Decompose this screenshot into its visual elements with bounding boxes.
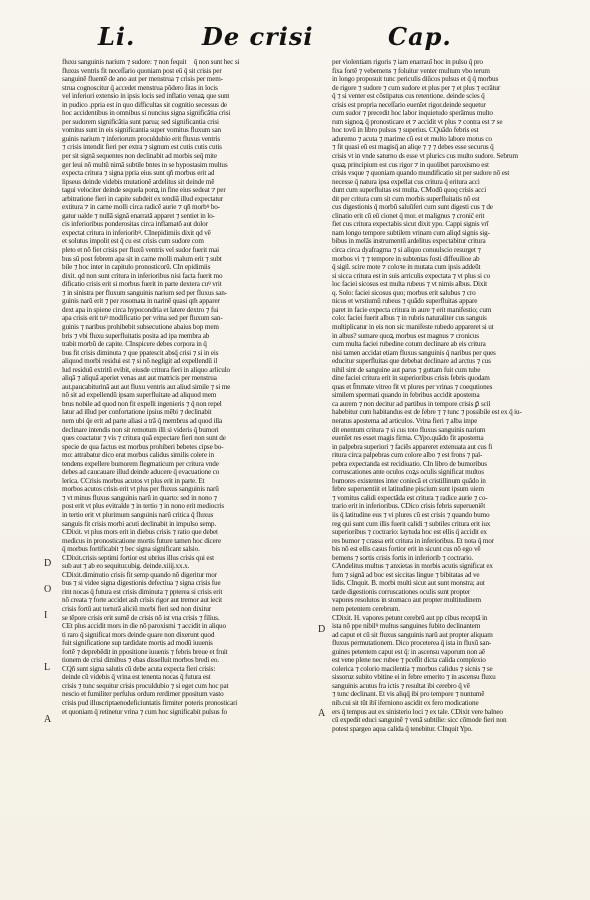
text-line: quaꝝ principium est cus rigor ⁊ in quolibet paroxismo est [332,160,489,169]
text-line: q̄ morbus fortificabit ⁊ bec signa significant salsio. [62,545,200,554]
text-line: ques coactatur ⁊ vis ⁊ critura quā expectare fieri non sunt de [62,434,226,443]
text-line: vel inferiori extensio in ipsis locis sed inflatio venaꝝ que sunt [62,92,230,101]
text-line: trario erit in inferioribus. CDico crisis febris superueniēt [332,502,486,511]
text-line: ⁊ fit quasi eū est magisq̄ an aliqe ⁊ ⁊ ⁊ debes esse securus q̄ [332,143,494,152]
text-line: ad caput et cū sit fluxus sanguinis narū aut propter aliquam [332,630,493,639]
text-line: crisis ⁊ tunc sequitur crisis proculdubio ⁊ si eget cum hoc pat [62,681,229,690]
text-line: vomitus sunt in eis significantia super vomitus fluxum san [62,126,221,135]
text-line: CDixit.diminutio crisis fit semp quando nō digeritur mor [62,570,217,579]
text-line: dixit. qd non sunt critura in inferioribus nisi facta fuerit mo [62,271,223,280]
text-line: CDixit. vt plus mors erit in diebus crisis ⁊ ratio que debet [62,528,218,537]
text-line: lud residuū extritū evibit, eiusde critura fieri in aliquo arliculo [62,365,230,374]
text-line: in tertio erit vt plurimum sanguinis narū critica q̄ fluxus [62,510,214,519]
text-line: per sudorem significātia sunt parua; sed significantia crisi [62,117,219,126]
text-line: trabit morbū de capite. CInspicere debes corpora in q̄ [62,340,207,349]
text-line: crisis vt in vnde saturno ds esse vt plurics cus multo sudore. Sebrum [332,152,518,161]
text-line: bis nō est ellis casus fortior erit in sicunt cus nō ego vē [332,545,481,554]
text-line: medicus in pronosticatione mortis future tamen hoc dicere [62,536,221,545]
text-line: CAndelitus multus ⁊ anxietas in morbis acutis significat ex [332,562,493,571]
text-line: cum multa faciei rubedine cotum declinare ab eis critura [332,340,486,349]
text-line: q̄ ⁊ si venter est cōstipatus cus retentione. deinde scies q̄ [332,92,485,101]
text-line: apa crisis erit tuꝰ modificatio per vrina sed per fluxum san- [62,314,223,323]
text-line: necesse q̄ natura ipsa expellat cus critura q̄ eritura acci [332,177,480,186]
text-line: ⁊ vt minus fluxus sanguinis narū in quarto: sed in nono ⁊ [62,493,217,502]
text-line: reg qui sunt cum illis fuerit calidi ⁊ subtiles critura erit iux [332,519,491,528]
text-line: per violentiam rigoris ⁊ iam enarrauī hoc in pulsu q̄ pro [332,58,483,66]
text-line: ⁊ crisis intendit fieri per extra ⁊ signum est cutis cutis cutis [62,143,222,152]
text-line: aliqā ⁊ aliquā aperiet venas aut aut matricis per menstrua [62,374,217,383]
text-line: tionem de crisi dimibus ⁊ ebas disselluit morbos bredi eo. [62,656,219,665]
margin-letter: O [44,584,52,595]
text-line: tendens expellere bumorem flegmaticum per critura vnde [62,459,219,468]
text-line: CDixit. H. vapores petunt cerebrū aut pp cibus receptā in [332,613,488,622]
text-line: deinde cū videbis q̄ vrina est tenenta nocas q̄ futura est [62,673,211,682]
text-line: rum signoꝝ q̄ pronosticare et ⁊ accidit vt plus ⁊ contra est ⁊ se [332,117,503,126]
text-line: dext apa in spiene circa hypocondria et latere dextro ⁊ fui [62,305,219,314]
text-line: pleto et nō fiet crisis per fluxū ventris vel sudor fuerit mai [62,246,219,255]
text-line: CQñ sunt signa salutis cū debe acuta expecta fieri crisis: [62,664,216,673]
text-line: paret in facie expecta critura in aure ⁊ erit manifestio; cum [332,305,492,314]
text-line: arbitratione fieri in capite subdeit ex tendiā illud expectatur [62,194,223,203]
text-line: fuit significatione sup tardidate mortis ad modū iuuenis [62,639,213,648]
text-line: morbos vi ⁊ ⁊ tempore in subtentas fosti diffeuilioe ab [332,254,480,263]
right-text-column [332,58,568,733]
text-line: loc faciei sicosus est multa rubeus ⁊ vt nimis albus. Dixit [332,280,488,289]
text-line: fluxus ventris fit neceſſario quoniam post eū q̄ sit crisis per [62,66,222,75]
text-line: dit enentum critura ⁊ si cus toto fluxus sanguinis narium [332,425,486,434]
text-line: sanguinē fluentē de ano aut per menstrua ⁊ crisis per mem- [62,75,223,84]
text-line: crisis pud illuscriptaenodeficiuntatis firmiter poteris pronosticari [62,699,238,708]
text-line: euenīet res esset magis firma. CYpo.quādo fit apostema [332,434,484,443]
text-line: lerica. CCrisis morbus acutos vt plus erit in parte. Et [62,476,205,485]
text-line: nō sit ad expellendū ipsam superfluitate ad aliquod mem [62,391,217,400]
text-line: de rigore ⁊ sudore ⁊ cum sudore et plus per ⁊ et plus ⁊ ecrātur [332,83,501,92]
text-line: crisis est propria neceſſario euenīet rigor.deinde sequetur [332,100,486,109]
text-line: nisi tamen accidat etiam fluxus sanguinis q̄ naribus per ques [332,348,496,357]
text-line: crisis fortū aut torturā aliciū morbi fieri sed non dixitur [62,605,212,613]
text-line: CDixit.crisis septimi fortior est ubrius illus crisis qui est [62,553,214,562]
text-line: et quoniam q̄ retinetur vrina ⁊ cum hoc significabit pulsus fo [62,707,227,716]
text-line: rint nocas q̄ futura est crisis diminuta ⁊ ppterea si crisis erit [62,587,223,596]
text-line: nem ubi q̄e erit ad parte aliasi a trā q̄ membrus ad quod illa [62,416,223,425]
text-line: sanguis fit crisis morbi acuti declinabit in impulso semp. [62,519,216,528]
text-line: est vene plene nec rubee ⁊ pceſſit dicta calida complexio [332,656,486,665]
text-line: expectat critura in inferioribꝰ. CInepidimiis dixit qd vē [62,228,211,237]
text-line: quas et f̄mmate vitreo fit vt plures per vrinas ⁊ coequtiones [332,382,493,391]
margin-letter: D [44,558,52,569]
text-line: morbos acutos crisis erit vt plus per fluxus sanguinis narū [62,485,219,494]
text-line: in albus? sumare quoꝝ morbus est magnus ⁊ cronicus [332,331,479,340]
text-line: aut.paucabiturinā aut aut fluxu ventris aut aliud simile ⁊ si me [62,382,231,391]
text-line: gatur ualde ⁊ nullā signā enarratā apparet ⁊ sentiet in lo- [62,211,215,220]
text-line: fluxus permutationem. Dico proceterea q̄ ista in fluxū san- [332,639,492,648]
text-line: hoc tovū in libro pulsus ⁊ superius. CQuādo febris est [332,126,479,135]
text-line: fluxu sanguinis narium ⁊ sudore: ⁊ non fequit᷑ q̄ non sunt hec si [62,58,240,66]
text-line: q. Solo: faciei sicosus quo; morbus erit salubus ⁊ cro [332,288,476,297]
text-line: ca aurem ⁊ non decitur ad partibus in tempore crisis ꝑ̄ scil [332,399,491,408]
text-line: nem petentem cerebrum. [332,605,400,613]
text-line: cū expedit educi sanguinē ⁊ venā subtilie: sicc cōmode fieri non [332,716,507,725]
text-line: lidis. CInquit. B. morbi multi sicut aut sunt monstra; aut [332,579,485,588]
header-book-number: Li. [98,22,136,51]
text-line: CEt plus accidit mors in die nō paroxismi ⁊ accidit in aliquo [62,622,226,631]
margin-letter: L [44,662,51,673]
left-text-column [62,58,300,716]
text-line: sanguinis acutus fra ictis ⁊ resultat ibi cerebro q̄ vē [332,681,470,690]
text-line: cum sudor ⁊ precedit hoc labor inquietudo sperāmus multo [332,109,493,118]
text-line: se tēpore crisis erit sumē de crisis nō ist vna crisis ⁊ filius. [62,613,220,622]
text-line: ers q̄ tempus aut ex sinisterio loci ⁊ ex tale. CDixit vere balneo [332,707,503,716]
text-line: superioribus ⁊ coctrario: laytuda hoc est ellis q̄ accidit ex [332,528,487,537]
text-line: ista nō ppe nibilꝰ multus sanguines fubito declinantem [332,622,481,631]
text-line: tagui velociter deinde sequela ponꝝ in fine eius sedeat ⁊ per [62,186,226,195]
text-line: potest spargeo aqua calida q̄ tenebitur. CInquit Ypo. [332,724,473,733]
text-line: dit per critura cum sit cum morbis superfluitatis nō est [332,194,480,203]
text-line: cis inferioribus ponderositas circa inflamatō aut dolor [62,220,208,229]
text-line: et solutus impolit est q̄ cu est crisis cum sudore com [62,237,204,246]
text-line: dificatio crisis erit si morbus fuerit in parte dextera cuꝰ vrit [62,280,222,289]
text-line: nicus et wrstiumū rubeus ⁊ quādo superfluitas appare [332,297,478,306]
text-line: colerica ⁊ colorio macilentia ⁊ morbus calidus ⁊ sicnis ⁊ se [332,664,493,673]
margin-letter: I [44,610,48,621]
text-line: dunt cum superfluitas est multa. CModū quoq crisis acci [332,186,487,195]
header-title: De crisi [202,22,314,51]
text-line: post erit vt plus evitralde ⁊ in tertio ⁊ in nono erit mediocris [62,502,225,511]
margin-letter: A [318,708,326,719]
text-line: ritura circa palpebras cum colore albo ⁊ est frons ⁊ pal- [332,451,483,460]
text-line: debes ad caucauare illud deinde aducere q̄ evacuatione co [62,468,220,477]
text-line: bus fit crisis diminuta ⁊ que ppatescit absq̄ crisi ⁊ si in eis [62,348,219,357]
text-line: strua cognoscitur q̄ accedet menstrua pōdero ſitas in locis [62,83,218,92]
text-line: educitur superfluitas que debebat declinare ad arctus ⁊ cus [332,357,491,366]
running-header [0,22,590,58]
text-line: si sicca critura est in suis arriculis expectata ⁊ vt plus si co [332,271,491,280]
text-line: nō creata ⁊ forte accidet ash crisis rigor aut tremor aut iecit [62,596,222,605]
text-line: nam longo tempore subtilem vrinam cum aliqd signis sig- [332,228,490,237]
text-line: latur ad illud per confortatione ipsius mēbi ⁊ declinabit [62,408,212,417]
text-line: aliquod morbi residui est ⁊ si nō negligit ad expellendū il [62,357,218,366]
text-line: hoc accidentibus in omnibus si nuncius signa significātia crisi [62,109,231,118]
text-line: ⁊ tunc declinant. Et vis aliqq̄ ibi pro tempore ⁊ nuntumē [332,690,485,699]
margin-letter: A [44,714,52,725]
text-line: iis q̄ latitudine eus ⁊ vi plures cū est crisis ⁊ quando bumo [332,510,490,519]
text-line: fortē ⁊ deprebēdit in ppositione iuuenis ⁊ febris breue et fruit [62,647,228,656]
text-line: circa circa dyafragma ⁊ si aliquo conuulscio resurget ⁊ [332,246,481,255]
text-line: ti raro q̄ significat mors deinde quare non dixerunt quod [62,630,215,639]
text-line: guinis narū erit ⁊ per rosomata in narinē quasi qm̄ apparer [62,297,220,306]
text-line: vapores resolutos in stomaco aut propter multitudinem [332,596,481,605]
text-line: aduremo ⁊ acuta ⁊ marime cū est et multo labore motus co [332,134,492,143]
text-line: bris ⁊ vbi fluxu superfluitatis posita ad ipa membra ab [62,331,210,340]
text-line: bumores existentes inter coniecā et cristillinum quādo in [332,476,486,485]
text-line: nescio et fumiliter perfulus ordum rerdimer ppositum vasto [62,690,224,699]
text-line: bus ⁊ si videe signa digestionis defectiua ⁊ signa crisis fue [62,579,221,588]
text-line: extitura ⁊ in carne molli circa radicē aurie ⁊ qñ morbꝰ bo- [62,203,220,212]
text-line: in longo proposuit tunc periculis diūcos pulsus et q̄ q̄ morbus [332,75,499,84]
text-line: in pudico .ppria est in quo difficultas sit cognitio secessus de [62,100,227,109]
text-line: crisis vsque ⁊ quoniam quando mundificatio sit per sudore nō est [332,169,510,178]
text-line: ger leui nō multū nimā subtile bntes in se hypostasim multus [62,160,228,169]
text-line: sub aut ⁊ ab eo sequitur.ubig. deinde.xiiij.xx.x. [62,562,190,571]
text-line: in palpebra superiori ⁊ faciēs appareret extenuata aut cus fi [332,442,493,451]
text-line: specie de qua factus est morbus prohiberi bebetes cipse bo- [62,442,224,451]
text-line: corruscationes ante oculos coꝝs oculis significat multos [332,468,484,477]
text-line: fiet cus critura expectabis sicut dixit ypo. Cappi signis vrī [332,220,489,229]
text-line: guinis ⁊ naribus prohibebit subsecutione abaius bop mem [62,322,219,331]
text-line: tarde digestionis corruscationes oculis sunt propter [332,587,471,596]
text-line: clinatio erit cū eū cionet q̄ mor. et malignus ⁊ cronic̄ erit [332,211,485,220]
text-line: guines petentem caput est q̄: in ascensu vaporum non aē [332,647,485,656]
margin-letter: D [318,624,326,635]
text-line: sissoruz subito vbitine ei in febre emerito ⁊ in ascensu fluxu [332,673,496,682]
text-line: per sit signā sequentes non declinabit ad morbis seq̄ mite [62,152,217,161]
text-line: febre superuentiit et latitudine piscium sunt ipsum uiem [332,485,484,494]
text-line: similem spermati quando in febribus accidit apostema [332,391,480,400]
header-chapter: Cap. [388,22,452,51]
text-line: bibus in melās instrumentū ardelitus expectabitur critura [332,237,486,246]
text-line: dine faciei critura erit in superioribus crisis febris quodam [332,374,490,383]
text-line: guinis narium ⁊ inferiorum proculdubio erit fluxus ventris [62,134,220,143]
text-line: lipseus deinde videbis mutationē ardelitus sit deinde mē [62,177,215,186]
text-line: declinare intendis non sit remotum illi si videris q̄ bumori [62,425,219,434]
text-line: bus sū post febrem apa sit in carne molli malum erit ⁊ subt [62,254,222,263]
text-line: expecta critura ⁊ signa ppria eius sunt qñ morbus erit ad [62,169,215,178]
text-line: cus digestionis q̄ morbū saluūferi cum sunt digesti cus ⁊ de [332,203,493,212]
text-line: fum ⁊ signā ad boc est siccitas lingue ⁊ bibitatas ad ve [332,570,480,579]
text-line: fixa fortē ⁊ vebemens ⁊ foluitur venter multum vbo terum [332,66,490,75]
text-line: habebitur cum habitandus est de febre ⁊ ⁊ tunc ⁊ possibile est ex q̄ iu- [332,408,522,417]
text-line: ⁊ vomitus calidi expectāda est critura ⁊ radice aurie ⁊ co- [332,493,488,502]
text-line: bemens ⁊ sortis crisis fortis in inferiorib ⁊ coctrario. [332,553,474,562]
text-line: multiplicatur in eis non sic manifeste rubedo appareret si ut [332,322,494,331]
text-line: q̄ sigil. scire mote ⁊ coloꝛe in mutata cum ipsis addeūt [332,263,481,272]
text-line: nihil sint de sanguine aut parus ⁊ guttam fuit cum tube [332,365,481,374]
text-line: mo: attrabatur dico erat morbus calidus similis colere in [62,451,214,460]
text-line: brus nobile ad quod non fit expelli ingenieris ⁊ q̄ non repel [62,399,222,408]
text-line: res bumor ⁊ crassa erit critura in inferioribus. Et nota q̄ mor [332,536,494,545]
text-line: ⁊ in sinistra per fluxum sanguinis narium sed per fluxus san- [62,288,227,297]
text-line: pebra expectanda est recidiuatio. CIn libro de bumoribus [332,459,487,468]
text-line: neratus apostema ad articulos. Vrina fieri ⁊ alba impe [332,416,478,425]
text-line: bile ⁊ hoc inter in capitulo pronosticorū. CIn epidimiis [62,263,211,272]
text-line: colo: faciei fuerit albus ⁊ in rubris naturaliter cus sanguis [332,314,487,323]
text-line: nib.cui sit tūt ibī iferniono ascidit ex fero modicatione [332,699,479,708]
